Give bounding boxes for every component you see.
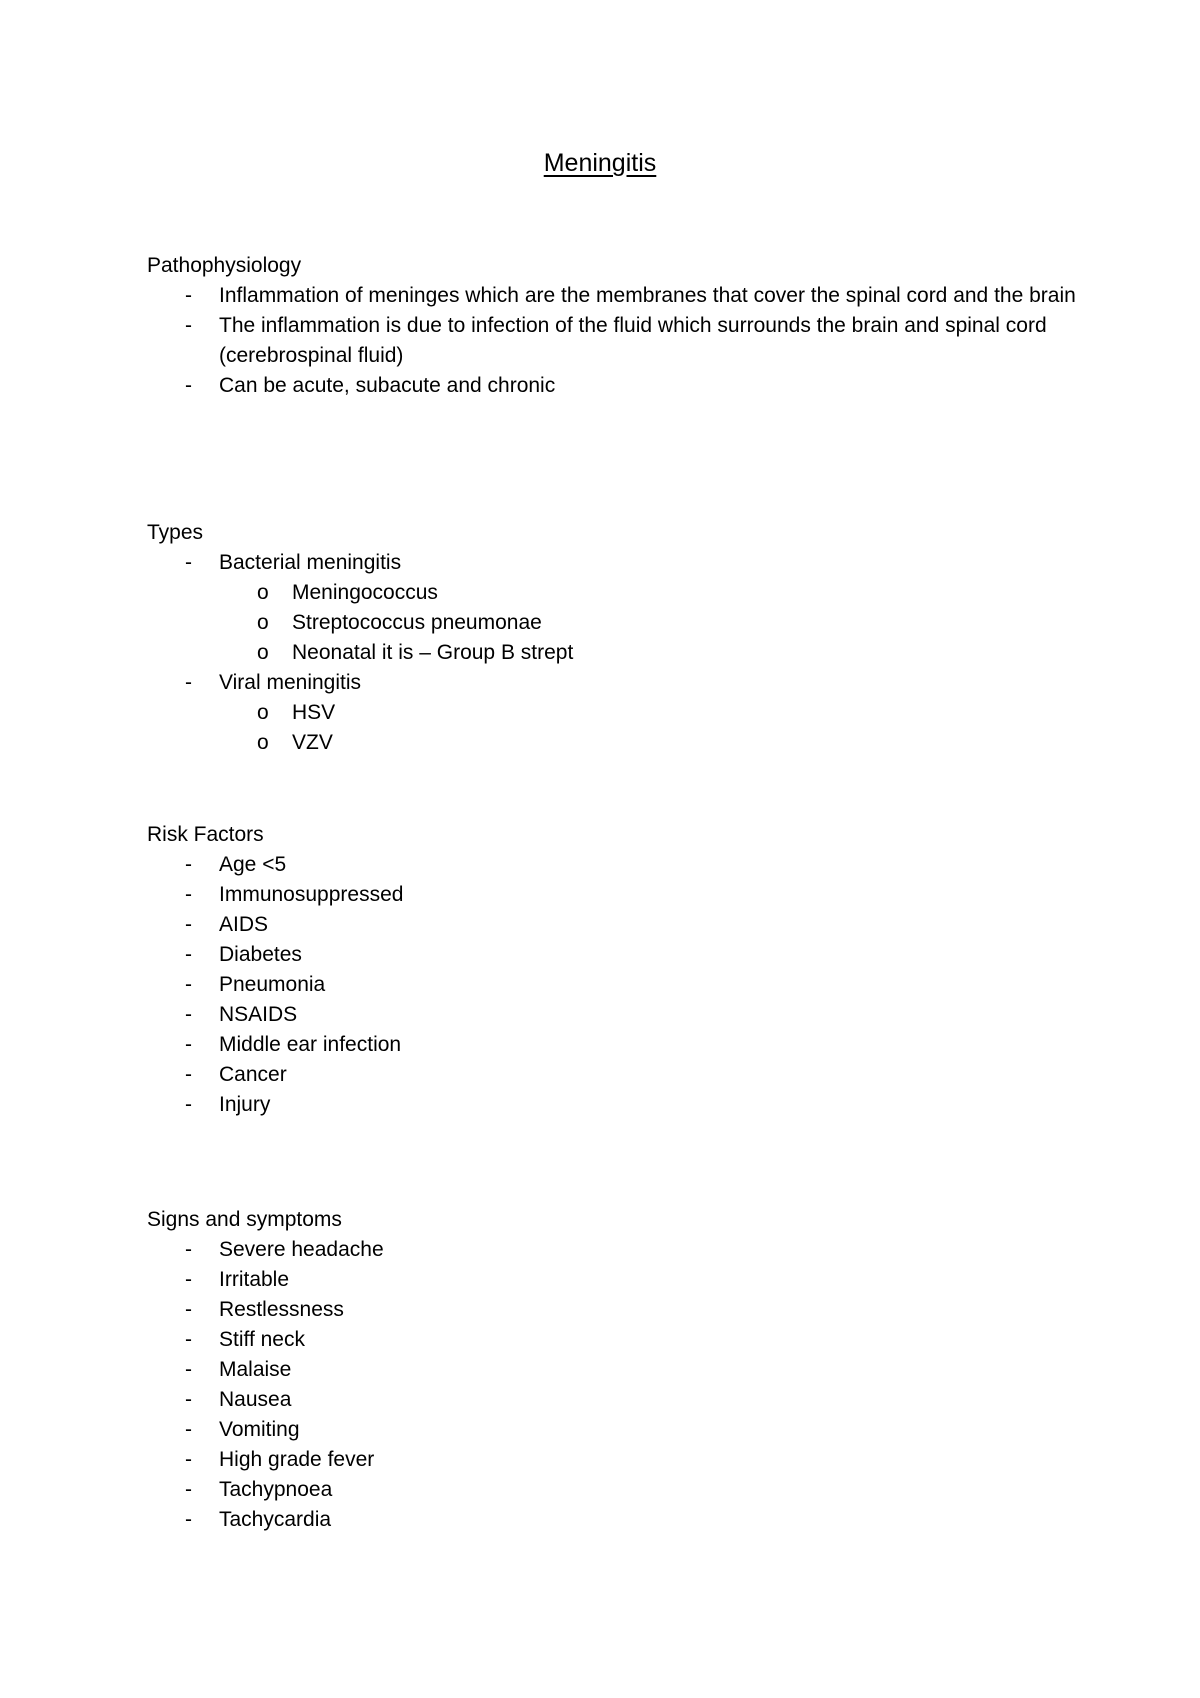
sub-bullet-list [219, 698, 1077, 758]
list-item: - Inflammation of meninges which are the membranes that cover the spinal cord and the brain [147, 281, 1077, 311]
circle-bullet-icon: o [257, 611, 269, 634]
bullet-list [147, 281, 1077, 401]
dash-bullet-icon: - [185, 1003, 192, 1026]
section-signs-and-symptoms [147, 1205, 1077, 1535]
list-item: - Tachycardia [147, 1505, 1077, 1535]
list-item: - Irritable [147, 1265, 1077, 1295]
section-heading: Types [147, 521, 204, 544]
dash-bullet-icon: - [185, 1298, 192, 1321]
bullet-list [147, 548, 1077, 758]
dash-bullet-icon: - [185, 1358, 192, 1381]
dash-bullet-icon: - [185, 284, 192, 307]
circle-bullet-icon: o [257, 581, 269, 604]
list-item: - NSAIDS [147, 1000, 1077, 1030]
dash-bullet-icon: - [185, 671, 192, 694]
sub-list-item: o Neonatal it is – Group B strept [147, 638, 1077, 668]
list-item: - Injury [147, 1090, 1077, 1120]
sub-list-item: o HSV [147, 698, 1077, 728]
bullet-list [147, 850, 1077, 1120]
section-heading: Pathophysiology [147, 254, 302, 277]
dash-bullet-icon: - [185, 1478, 192, 1501]
dash-bullet-icon: - [185, 1093, 192, 1116]
document-title: Meningitis [543, 149, 657, 177]
list-item: - Pneumonia [147, 970, 1077, 1000]
dash-bullet-icon: - [185, 1448, 192, 1471]
list-item: - Cancer [147, 1060, 1077, 1090]
dash-bullet-icon: - [185, 551, 192, 574]
circle-bullet-icon: o [257, 641, 269, 664]
list-item: - Age <5 [147, 850, 1077, 880]
list-item: - Can be acute, subacute and chronic [147, 371, 1077, 401]
dash-bullet-icon: - [185, 374, 192, 397]
sub-list-item: o Streptococcus pneumonae [147, 608, 1077, 638]
list-item: - Stiff neck [147, 1325, 1077, 1355]
dash-bullet-icon: - [185, 853, 192, 876]
list-item: - Restlessness [147, 1295, 1077, 1325]
circle-bullet-icon: o [257, 731, 269, 754]
section-pathophysiology [147, 251, 1077, 401]
dash-bullet-icon: - [185, 1033, 192, 1056]
list-item: - Nausea [147, 1385, 1077, 1415]
dash-bullet-icon: - [185, 1328, 192, 1351]
list-item: - AIDS [147, 910, 1077, 940]
sub-bullet-list [219, 578, 1077, 668]
list-item: - Viral meningitis o HSV o VZV [147, 668, 1077, 758]
dash-bullet-icon: - [185, 1418, 192, 1441]
list-item: - High grade fever [147, 1445, 1077, 1475]
list-item: - Severe headache [147, 1235, 1077, 1265]
dash-bullet-icon: - [185, 1388, 192, 1411]
dash-bullet-icon: - [185, 973, 192, 996]
sub-list-item: o VZV [147, 728, 1077, 758]
dash-bullet-icon: - [185, 1268, 192, 1291]
dash-bullet-icon: - [185, 1508, 192, 1531]
list-item: - The inflammation is due to infection of the fluid which surrounds the brain and spinal cord (cerebrospinal fluid) [147, 311, 1077, 371]
list-item: - Malaise [147, 1355, 1077, 1385]
list-item: - Diabetes [147, 940, 1077, 970]
dash-bullet-icon: - [185, 314, 192, 337]
dash-bullet-icon: - [185, 913, 192, 936]
list-item: - Bacterial meningitis o Meningococcus o Streptococcus pneumonae o Neonatal it is – Group B strept [147, 548, 1077, 668]
dash-bullet-icon: - [185, 883, 192, 906]
list-item: - Immunosuppressed [147, 880, 1077, 910]
section-types [147, 518, 1077, 758]
bullet-list [147, 1235, 1077, 1535]
dash-bullet-icon: - [185, 1063, 192, 1086]
section-risk-factors [147, 820, 1077, 1120]
list-item: - Vomiting [147, 1415, 1077, 1445]
section-heading: Risk Factors [147, 823, 264, 846]
sub-list-item: o Meningococcus [147, 578, 1077, 608]
list-item: - Tachypnoea [147, 1475, 1077, 1505]
list-item: - Middle ear infection [147, 1030, 1077, 1060]
dash-bullet-icon: - [185, 943, 192, 966]
dash-bullet-icon: - [185, 1238, 192, 1261]
circle-bullet-icon: o [257, 701, 269, 724]
section-heading: Signs and symptoms [147, 1208, 342, 1231]
